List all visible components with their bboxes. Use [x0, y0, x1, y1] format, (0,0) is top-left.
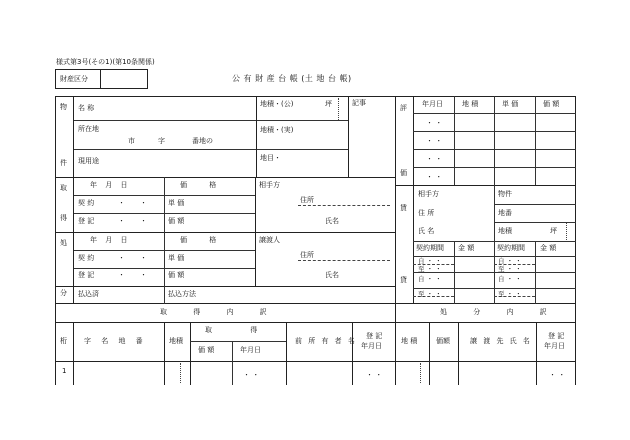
area-official-label: 地積・(公) — [260, 100, 294, 108]
bottom-reg-date-header: 年月日 — [361, 342, 382, 350]
disp-unit-price: 単 価 — [168, 254, 185, 262]
form-page: 様式第3号(その1)(第10条関係) 財産区分 公 有 財 産 台 帳 (土 地 台 帳) 物 件 名 称 所在地 市 字 番地の 現用途 地積・(公) 坪 地積・(実) 地目・ 記事 取 得 年 月 日 価 格 契 約 ・ ・ 単 価 登 記 ・ ・ 価 額 相手方 住所 氏名 処 分 年 月 日 価 格 契 約 ・ ・ 単 価 登 記 ・ ・ 価 額 譲渡人 住所 氏名 払込済 払込方法 評 価 年月日 地 積 単 価 価 額 ・ ・ ・ ・ ・ ・ ・ ・ 賃 貸 相手方 住 所 氏 名 物件 地番 地積 坪 契約期間 金 額 契約期間 金 額 自 ・ ・ 至 ・ ・ 自 ・ ・ 至 ・ ・ 自 ・ ・ 至 ・ ・ 自 ・ ・ 至 ・ ・ 取 得 内 訳 処 分 内 訳 桁 字 名 地 番 地積 取 得 価 額 年月日 前 所 有 者 名 登 記 年月日 1 ・ ・ ・ ・ 地 積 価額 譲 渡 先 氏 名 登 記 年月日 ・ ・ — [0, 0, 630, 440]
ledger-title: 公 有 財 産 台 帳 (土 地 台 帳) — [232, 74, 352, 83]
disp-side-bottom: 分 — [60, 289, 67, 297]
lease-from: 自 ・ ・ — [498, 275, 522, 283]
acq-person-name: 氏名 — [325, 217, 339, 225]
bottom-transferee-header: 譲 渡 先 氏 名 — [470, 337, 532, 345]
city-label: 市 — [128, 137, 135, 145]
bottom-disp-reg-header: 登 記 — [548, 332, 565, 340]
val-header-area: 地 積 — [462, 100, 479, 108]
banchi-label: 番地の — [192, 137, 213, 145]
bottom-date-header: 年月日 — [240, 346, 261, 354]
lease-to: 至 ・ ・ — [418, 265, 442, 273]
bottom-disp-reg-dots: ・ ・ — [549, 371, 566, 379]
lease-area: 地積 — [498, 227, 512, 235]
category-label: 財産区分 — [60, 75, 88, 83]
acq-registration: 登 記 — [78, 217, 95, 225]
lease-address: 住 所 — [418, 209, 435, 217]
bottom-disp-area-header: 地 積 — [401, 337, 418, 345]
chimoku-label: 地目・ — [260, 154, 281, 162]
bottom-first-row-no: 1 — [62, 367, 67, 375]
val-dots: ・ ・ — [426, 155, 443, 163]
bottom-reg-header: 登 記 — [366, 332, 383, 340]
acq-price: 価 格 — [180, 181, 227, 189]
form-number: 様式第3号(その1)(第10条関係) — [56, 58, 155, 66]
val-dots: ・ ・ — [426, 119, 443, 127]
bottom-disp-price-header: 価額 — [436, 337, 450, 345]
area-actual-label: 地積・(実) — [260, 126, 294, 134]
lease-lot: 地番 — [498, 209, 512, 217]
acq-unit-price: 単 価 — [168, 199, 185, 207]
disp-breakdown-title: 処 分 内 訳 — [440, 308, 559, 316]
val-header-unit: 単 価 — [502, 100, 519, 108]
disp-payment-method: 払込方法 — [168, 290, 196, 298]
val-header-amount: 価 額 — [543, 100, 560, 108]
bottom-acq-date-dots: ・ ・ — [243, 371, 260, 379]
disp-person-name: 氏名 — [325, 271, 339, 279]
acq-contract: 契 約 — [78, 199, 95, 207]
bottom-aza-lot-header: 字 名 地 番 — [84, 337, 147, 345]
lease-to: 至 ・ ・ — [498, 265, 522, 273]
bottom-acq-reg-dots: ・ ・ — [366, 371, 383, 379]
notes-label: 記事 — [352, 99, 366, 107]
acq-side-top: 取 — [60, 184, 67, 192]
val-side-bottom: 価 — [400, 169, 407, 177]
lease-name: 氏 名 — [418, 227, 435, 235]
lease-to: 至 ・ ・ — [498, 290, 522, 298]
disp-transferee: 譲渡人 — [259, 236, 280, 244]
property-side-bottom: 件 — [60, 159, 67, 167]
bottom-prev-owner-header: 前 所 有 者 名 — [295, 337, 357, 345]
val-dots: ・ ・ — [426, 173, 443, 181]
disp-paid: 払込済 — [78, 290, 99, 298]
disp-date: 年 月 日 — [90, 236, 131, 244]
acq-amount: 価 額 — [168, 217, 185, 225]
val-side-top: 評 — [400, 104, 407, 112]
location-label: 所在地 — [78, 125, 99, 133]
lease-side-bottom: 貸 — [400, 276, 407, 284]
lease-tsubo: 坪 — [550, 227, 557, 235]
bottom-disp-reg-date-header: 年月日 — [544, 342, 565, 350]
lease-side-top: 賃 — [400, 204, 407, 212]
bottom-price-header: 価 額 — [198, 346, 215, 354]
use-label: 現用途 — [78, 157, 99, 165]
disp-price: 価 格 — [180, 236, 227, 244]
bottom-row-no-header: 桁 — [60, 337, 67, 345]
lease-amount-a: 金 額 — [458, 244, 475, 252]
aza-label: 字 — [158, 137, 165, 145]
acq-counterparty: 相手方 — [259, 181, 280, 189]
disp-side-top: 処 — [60, 239, 67, 247]
disp-address: 住所 — [300, 251, 314, 259]
val-header-date: 年月日 — [422, 100, 443, 108]
tsubo-label: 坪 — [325, 100, 332, 108]
lease-to: 至 ・ ・ — [418, 290, 442, 298]
disp-contract: 契 約 — [78, 254, 95, 262]
bottom-acq-header: 取 得 — [205, 326, 276, 334]
acq-date: 年 月 日 — [90, 181, 131, 189]
lease-from: 自 ・ ・ — [498, 257, 522, 265]
lease-counterparty: 相手方 — [418, 190, 439, 198]
disp-amount: 価 額 — [168, 271, 185, 279]
lease-item: 物件 — [498, 190, 512, 198]
acq-breakdown-title: 取 得 内 訳 — [160, 308, 279, 316]
lease-from: 自 ・ ・ — [418, 275, 442, 283]
bottom-area-header: 地積 — [169, 337, 183, 345]
acq-side-bottom: 得 — [60, 214, 67, 222]
property-side-top: 物 — [60, 103, 67, 111]
disp-registration: 登 記 — [78, 271, 95, 279]
lease-period-b: 契約期間 — [497, 244, 525, 252]
name-label: 名 称 — [78, 104, 95, 112]
lease-from: 自 ・ ・ — [418, 257, 442, 265]
lease-amount-b: 金 額 — [540, 244, 557, 252]
acq-address: 住所 — [300, 196, 314, 204]
lease-period-a: 契約期間 — [416, 244, 444, 252]
val-dots: ・ ・ — [426, 137, 443, 145]
